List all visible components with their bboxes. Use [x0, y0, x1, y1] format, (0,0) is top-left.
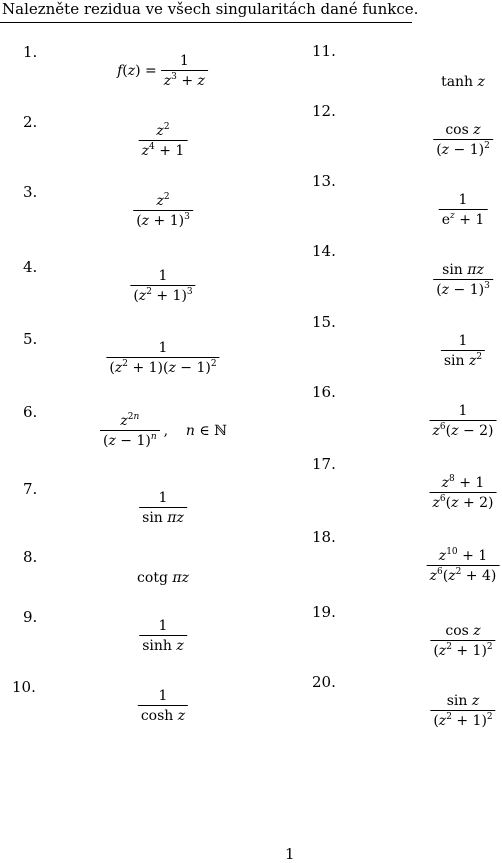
problem-formula: [105, 340, 220, 376]
fraction-denominator: $z^6(z - 2)$: [430, 420, 497, 439]
problem-number: 17.: [312, 455, 336, 473]
fraction-numerator: 1: [158, 268, 168, 284]
problem-formula: [429, 403, 498, 439]
problem-number: 19.: [312, 603, 336, 621]
problem-number: 15.: [312, 313, 336, 331]
fraction-numerator: cos z: [445, 122, 481, 138]
fraction-denominator: $e^z + 1$: [439, 209, 488, 228]
fraction-denominator: $z^6(z^2 + 4)$: [427, 565, 500, 584]
problem-formula: [429, 623, 496, 659]
problem-formula: [132, 193, 194, 229]
problem-number: 3.: [23, 183, 38, 201]
problem-formula: [99, 413, 227, 449]
fraction-denominator: cosh z: [138, 705, 188, 724]
problem-formula: [440, 333, 486, 369]
page-number: 1: [285, 845, 295, 863]
exercise-title: Nalezněte rezidua ve všech singularitách dané funkce.: [2, 0, 419, 18]
fraction-denominator: $(z + 1)^3$: [133, 210, 193, 229]
fraction-denominator: $(z^2 + 1)^2$: [430, 640, 495, 659]
problem-number: 7.: [23, 480, 38, 498]
problem-number: 2.: [23, 113, 38, 131]
formula-suffix: , n ∈ ℕ: [163, 423, 228, 439]
fraction: [433, 122, 493, 158]
formula-prefix: f(z) =: [117, 63, 157, 79]
fraction: [441, 333, 485, 369]
problem-number: 10.: [12, 678, 36, 696]
problem-formula: [138, 123, 189, 159]
problem-formula: [129, 268, 196, 304]
problem-formula: [426, 548, 501, 584]
fraction-denominator: $(z - 1)^3$: [433, 279, 493, 298]
formula-expression: tanh z: [441, 74, 485, 90]
problem-formula: [138, 490, 188, 526]
fraction: [100, 413, 160, 449]
fraction: [106, 340, 219, 376]
fraction-numerator: cos z: [445, 623, 481, 639]
fraction: [433, 262, 493, 298]
problem-number: 11.: [312, 42, 336, 60]
fraction: [430, 623, 495, 659]
fraction-numerator: sin πz: [442, 262, 484, 278]
fraction: [138, 688, 188, 724]
problem-formula: [438, 192, 489, 228]
fraction-denominator: $(z - 1)^n$: [100, 430, 160, 449]
fraction: [139, 490, 187, 526]
problem-number: 9.: [23, 608, 38, 626]
problem-formula: [117, 53, 209, 89]
problem-number: 5.: [23, 330, 38, 348]
fraction: [439, 192, 488, 228]
problem-formula: [432, 122, 494, 158]
fraction: [430, 693, 495, 729]
problem-formula: [429, 693, 496, 729]
fraction: [427, 548, 500, 584]
problem-number: 4.: [23, 258, 38, 276]
fraction-numerator: 1: [158, 490, 168, 506]
problem-number: 13.: [312, 172, 336, 190]
problem-formula: [137, 570, 189, 586]
fraction-denominator: $(z^2 + 1)^3$: [130, 285, 195, 304]
problem-number: 16.: [312, 383, 336, 401]
problem-formula: [137, 688, 189, 724]
fraction: [130, 268, 195, 304]
problem-formula: [429, 475, 498, 511]
problem-formula: [441, 74, 485, 90]
fraction-numerator: 1: [179, 53, 189, 69]
problem-number: 8.: [23, 548, 38, 566]
fraction-denominator: $(z^2 + 1)^2$: [430, 710, 495, 729]
fraction: [133, 193, 193, 229]
problem-number: 18.: [312, 528, 336, 546]
fraction-numerator: 1: [158, 688, 168, 704]
fraction-denominator: $z^6(z + 2)$: [430, 492, 497, 511]
fraction-numerator: 1: [458, 333, 468, 349]
fraction: [139, 123, 188, 159]
fraction-numerator: sin z: [446, 693, 480, 709]
fraction-numerator: 1: [458, 403, 468, 419]
problem-formula: [432, 262, 494, 298]
fraction: [139, 618, 187, 654]
fraction-denominator: $z^4 + 1$: [139, 140, 188, 159]
fraction-numerator: $z^2$: [156, 192, 170, 209]
fraction-numerator: 1: [158, 618, 168, 634]
problem-number: 14.: [312, 242, 336, 260]
problem-formula: [138, 618, 188, 654]
formula-expression: cotg πz: [137, 570, 189, 586]
fraction: [430, 403, 497, 439]
problem-number: 20.: [312, 673, 336, 691]
fraction-denominator: sinh z: [139, 635, 187, 654]
fraction-numerator: $z^8 + 1$: [441, 474, 485, 491]
fraction-denominator: $(z^2 + 1)(z - 1)^2$: [106, 357, 219, 376]
problem-number: 12.: [312, 102, 336, 120]
fraction-numerator: $z^{2n}$: [120, 412, 140, 429]
fraction-numerator: $z^{10} + 1$: [438, 547, 488, 564]
fraction: [161, 53, 208, 89]
fraction-denominator: $(z - 1)^2$: [433, 139, 493, 158]
fraction: [430, 475, 497, 511]
fraction-denominator: $z^3 + z$: [161, 70, 208, 89]
fraction-denominator: sin πz: [139, 507, 187, 526]
problem-number: 1.: [23, 43, 38, 61]
title-underline: [0, 22, 412, 23]
fraction-denominator: $\sin z^2$: [441, 350, 485, 369]
fraction-numerator: $z^2$: [156, 122, 170, 139]
problem-number: 6.: [23, 403, 38, 421]
fraction-numerator: 1: [458, 192, 468, 208]
fraction-numerator: 1: [158, 340, 168, 356]
